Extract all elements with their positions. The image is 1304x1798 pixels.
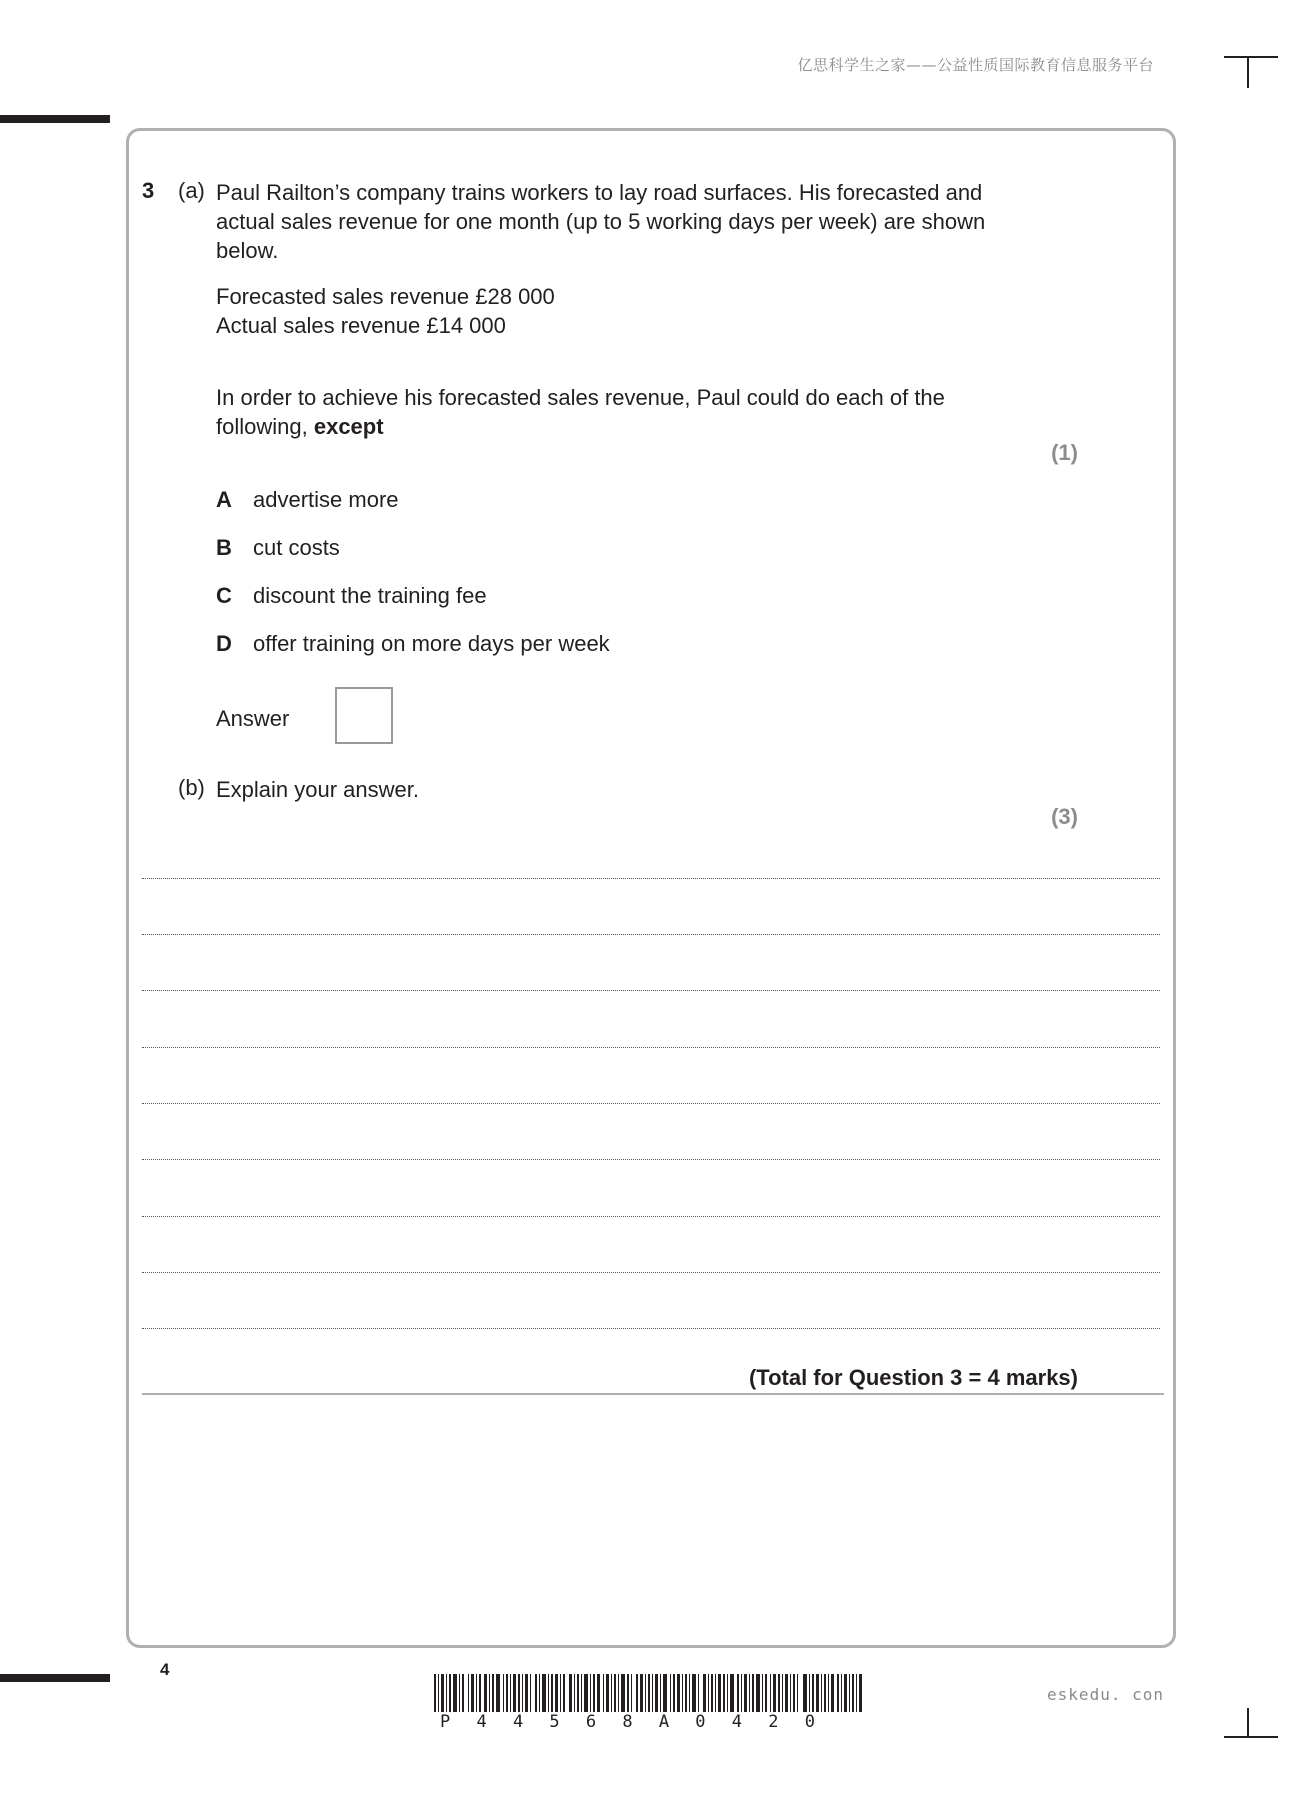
crop-mark-top-v [1247, 56, 1249, 88]
option-letter: A [216, 487, 232, 512]
side-bar-top [0, 115, 110, 123]
revenue-figures [216, 282, 1036, 340]
answer-line[interactable] [142, 1216, 1160, 1217]
option-text: discount the training fee [253, 583, 487, 608]
page-number: 4 [160, 1660, 170, 1679]
answer-label: Answer [216, 706, 290, 731]
answer-line[interactable] [142, 1272, 1160, 1273]
part-a-prompt [216, 383, 1036, 441]
part-b-marks: (3) [1051, 804, 1078, 829]
option-text: advertise more [253, 487, 399, 512]
answer-line[interactable] [142, 934, 1160, 935]
crop-mark-bottom-v [1247, 1708, 1249, 1738]
part-a-marks: (1) [1051, 440, 1078, 465]
option-text: offer training on more days per week [253, 631, 610, 656]
footer-brand: eskedu. con [1047, 1685, 1164, 1704]
prompt-line [216, 412, 1036, 441]
question-frame [126, 128, 1176, 1648]
barcode-text: P 4 4 5 6 8 A 0 4 2 0 [440, 1712, 817, 1732]
prompt-prefix: following, [216, 414, 314, 439]
barcode [434, 1674, 864, 1712]
site-header-text: 亿思科学生之家——公益性质国际教育信息服务平台 [797, 56, 1154, 74]
answer-line[interactable] [142, 1159, 1160, 1160]
stem-line: actual sales revenue for one month (up to 5 working days per week) are shown [216, 209, 986, 234]
option-letter: D [216, 631, 232, 656]
option-c [216, 583, 487, 609]
option-b [216, 535, 340, 561]
answer-line[interactable] [142, 1328, 1160, 1329]
forecasted-revenue: Forecasted sales revenue £28 000 [216, 284, 555, 309]
option-a [216, 487, 399, 513]
option-d [216, 631, 610, 657]
option-text: cut costs [253, 535, 340, 560]
option-letter: B [216, 535, 232, 560]
prompt-keyword: except [313, 414, 384, 439]
question-total: (Total for Question 3 = 4 marks) [748, 1365, 1078, 1390]
answer-line[interactable] [142, 878, 1160, 879]
actual-revenue: Actual sales revenue £14 000 [216, 313, 506, 338]
answer-line[interactable] [142, 1047, 1160, 1048]
answer-box[interactable] [335, 687, 393, 744]
answer-line[interactable] [142, 1103, 1160, 1104]
crop-mark-top-h [1224, 56, 1278, 58]
answer-line[interactable] [142, 990, 1160, 991]
part-a-label: (a) [178, 178, 205, 203]
option-letter: C [216, 583, 232, 608]
side-bar-bottom [0, 1674, 110, 1682]
prompt-line: In order to achieve his forecasted sales revenue, Paul could do each of the [216, 385, 945, 410]
stem-line: Paul Railton’s company trains workers to lay road surfaces. His forecasted and [216, 180, 983, 205]
total-rule [142, 1393, 1164, 1395]
stem-line: below. [216, 238, 279, 263]
crop-mark-bottom-h [1224, 1736, 1278, 1738]
part-a-stem [216, 178, 1036, 265]
part-b-label: (b) [178, 775, 205, 800]
part-b-stem: Explain your answer. [216, 777, 419, 802]
question-number: 3 [142, 178, 155, 203]
